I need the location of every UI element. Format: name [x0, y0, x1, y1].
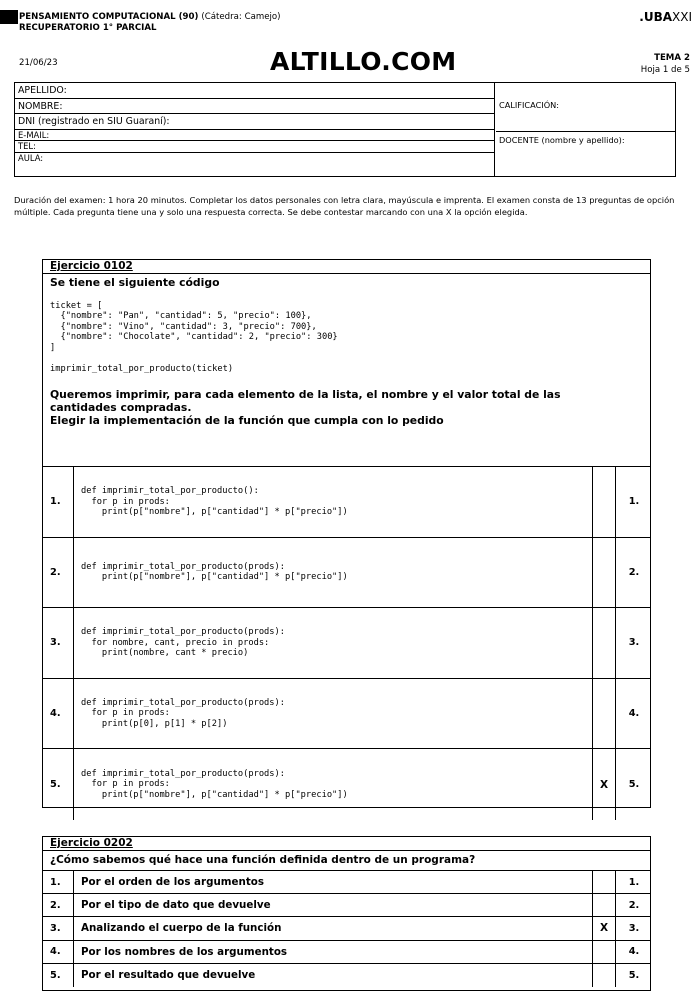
answer-box[interactable]	[592, 608, 616, 678]
option-text: Analizando el cuerpo de la función	[81, 922, 282, 935]
instructions: Duración del examen: 1 hora 20 minutos. Completar los datos personales con letra clara, mayúscula e imprenta. El examen consta de 13 preguntas de opción múltiple. Cada pregunta tiene una y solo una respuesta correcta. Se debe contestar marcando con una X la opción elegida.	[14, 195, 675, 217]
exercise-title: Ejercicio 0102	[43, 260, 650, 274]
answer-box[interactable]: X	[592, 917, 616, 939]
field-calificacion: CALIFICACIÓN:	[496, 83, 675, 132]
option-number-right: 4.	[628, 946, 640, 958]
option-number-right: 2.	[628, 566, 640, 578]
field-dni[interactable]: DNI (registrado en SIU Guaraní):	[15, 114, 494, 130]
field-tel[interactable]: TEL:	[15, 141, 494, 153]
option-row	[43, 941, 650, 964]
options-list	[43, 871, 650, 987]
field-nombre[interactable]: NOMBRE:	[15, 99, 494, 115]
answer-box[interactable]	[592, 679, 616, 749]
option-row	[43, 894, 650, 917]
exercise-prompt: Se tiene el siguiente código	[50, 276, 220, 289]
option-number-right: 4.	[628, 708, 640, 720]
option-number: 4.	[43, 679, 74, 749]
option-number-right: 3.	[628, 637, 640, 649]
option-number-right: 5.	[628, 969, 640, 981]
answer-box[interactable]	[592, 894, 616, 916]
course-header	[19, 12, 281, 33]
option-row	[43, 917, 650, 940]
exercise-1	[42, 259, 651, 808]
exam-date: 21/06/23	[19, 58, 58, 68]
option-number-right: 2.	[628, 899, 640, 911]
option-code: def imprimir_total_por_producto(): for p in prods: print(p["nombre"], p["cantidad"] * p["precio"])	[81, 486, 348, 518]
tema-info	[641, 52, 690, 76]
answer-box[interactable]	[592, 538, 616, 608]
option-row	[43, 871, 650, 894]
page-count: Hoja 1 de 5	[640, 65, 690, 75]
site-logo: ALTILLO.COM	[270, 47, 457, 76]
option-row	[43, 467, 650, 538]
course-name: PENSAMIENTO COMPUTACIONAL (90)	[19, 12, 199, 22]
option-row	[43, 608, 650, 679]
answer-box[interactable]: X	[592, 749, 616, 820]
option-text: Por el orden de los argumentos	[81, 876, 264, 889]
option-number: 5.	[43, 749, 74, 820]
option-row	[43, 749, 650, 820]
option-code: def imprimir_total_por_producto(prods): for p in prods: print(p[0], p[1] * p[2])	[81, 697, 285, 729]
answer-box[interactable]	[592, 467, 616, 537]
option-number: 3.	[43, 608, 74, 678]
option-text: Por el resultado que devuelve	[81, 969, 256, 982]
option-code: def imprimir_total_por_producto(prods): for p in prods: print(p["nombre"], p["cantidad"] * p["precio"])	[81, 768, 348, 800]
exercise-title: Ejercicio 0202	[43, 837, 650, 851]
code-block: ticket = [ {"nombre": "Pan", "cantidad": 5, "precio": 100}, {"nombre": "Vino", "cantidad": 3, "precio": 700}, {"nombre": "Chocolate", "cantidad": 2, "precio": 300} ]	[50, 300, 338, 353]
option-row	[43, 538, 650, 609]
exercise-question: Queremos imprimir, para cada elemento de la lista, el nombre y el valor total de las cantidades compradas. Elegir la implementación de la función que cumpla con lo pedido	[50, 387, 561, 427]
option-number: 2.	[43, 538, 74, 608]
field-aula[interactable]: AULA:	[18, 152, 44, 163]
function-call: imprimir_total_por_producto(ticket)	[50, 364, 234, 374]
answer-box[interactable]	[592, 941, 616, 963]
option-text: Por los nombres de los argumentos	[81, 945, 288, 958]
exam-type: RECUPERATORIO 1° PARCIAL	[19, 22, 157, 33]
option-number-right: 5.	[628, 779, 640, 791]
option-number-right: 1.	[628, 876, 640, 888]
option-code: def imprimir_total_por_producto(prods): print(p["nombre"], p["cantidad"] * p["precio"])	[81, 561, 348, 583]
exercise-question: ¿Cómo sabemos qué hace una función definida dentro de un programa?	[43, 851, 650, 871]
field-docente[interactable]: DOCENTE (nombre y apellido):	[499, 135, 625, 145]
answer-box[interactable]	[592, 871, 616, 893]
option-code: def imprimir_total_por_producto(prods): for nombre, cant, precio in prods: print(nombre, cant * precio)	[81, 627, 285, 659]
option-number: 5.	[43, 964, 74, 987]
student-form	[14, 82, 676, 177]
field-apellido[interactable]: APELLIDO:	[15, 83, 494, 99]
answer-box[interactable]	[592, 964, 616, 987]
options-list	[43, 467, 650, 820]
tema-label: TEMA 2	[654, 53, 690, 63]
option-number: 3.	[43, 917, 74, 939]
option-number-right: 1.	[628, 496, 640, 508]
option-number-right: 3.	[628, 922, 640, 934]
option-number: 1.	[43, 871, 74, 893]
option-number: 2.	[43, 894, 74, 916]
option-row	[43, 964, 650, 987]
option-text: Por el tipo de dato que devuelve	[81, 899, 271, 912]
option-row	[43, 679, 650, 750]
corner-mark	[0, 10, 18, 24]
field-email[interactable]: E-MAIL:	[15, 130, 494, 142]
uba-logo: .UBAXXI	[639, 10, 692, 24]
option-number: 1.	[43, 467, 74, 537]
exercise-2	[42, 836, 651, 991]
catedra: (Cátedra: Camejo)	[201, 12, 281, 22]
option-number: 4.	[43, 941, 74, 963]
